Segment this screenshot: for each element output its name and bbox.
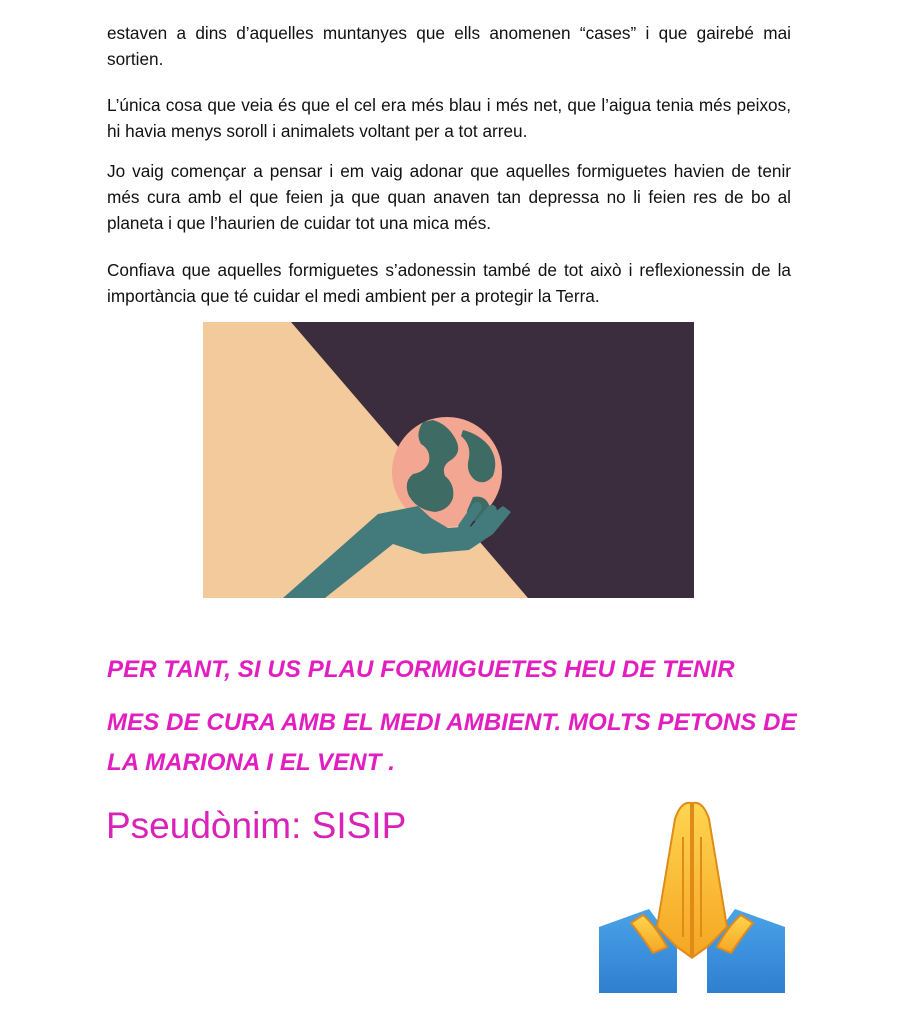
paragraph-4: Confiava que aquelles formiguetes s’adonessin també de tot això i reflexionessin de la importància que té cuidar el medi ambient per a protegir la Terra. — [107, 260, 791, 306]
paragraph-3: Jo vaig començar a pensar i em vaig adonar que aquelles formiguetes havien de tenir més cura amb el que feien ja que quan anaven tan depressa no li feien res de bo al planeta i que l’haurien de cuidar tot una mica més. — [107, 161, 791, 233]
paragraph-2: L’única cosa que veia és que el cel era més blau i més net, que l’aigua tenia més peixos, hi havia menys soroll i animalets voltant per a tot arreu. — [107, 95, 791, 141]
closing-line-1: PER TANT, SI US PLAU FORMIGUETES HEU DE TENIR — [107, 656, 735, 683]
closing-line-2: MES DE CURA AMB EL MEDI AMBIENT. MOLTS PETONS DE LA MARIONA I EL VENT . — [107, 709, 797, 776]
hand-holding-globe-illustration — [203, 322, 694, 598]
pseudonym-signature: Pseudònim: SISIP — [106, 805, 407, 846]
folded-hands-emoji — [597, 797, 787, 993]
paragraph-1: estaven a dins d’aquelles muntanyes que ells anomenen “cases” i que gairebé mai sortien. — [107, 23, 791, 69]
